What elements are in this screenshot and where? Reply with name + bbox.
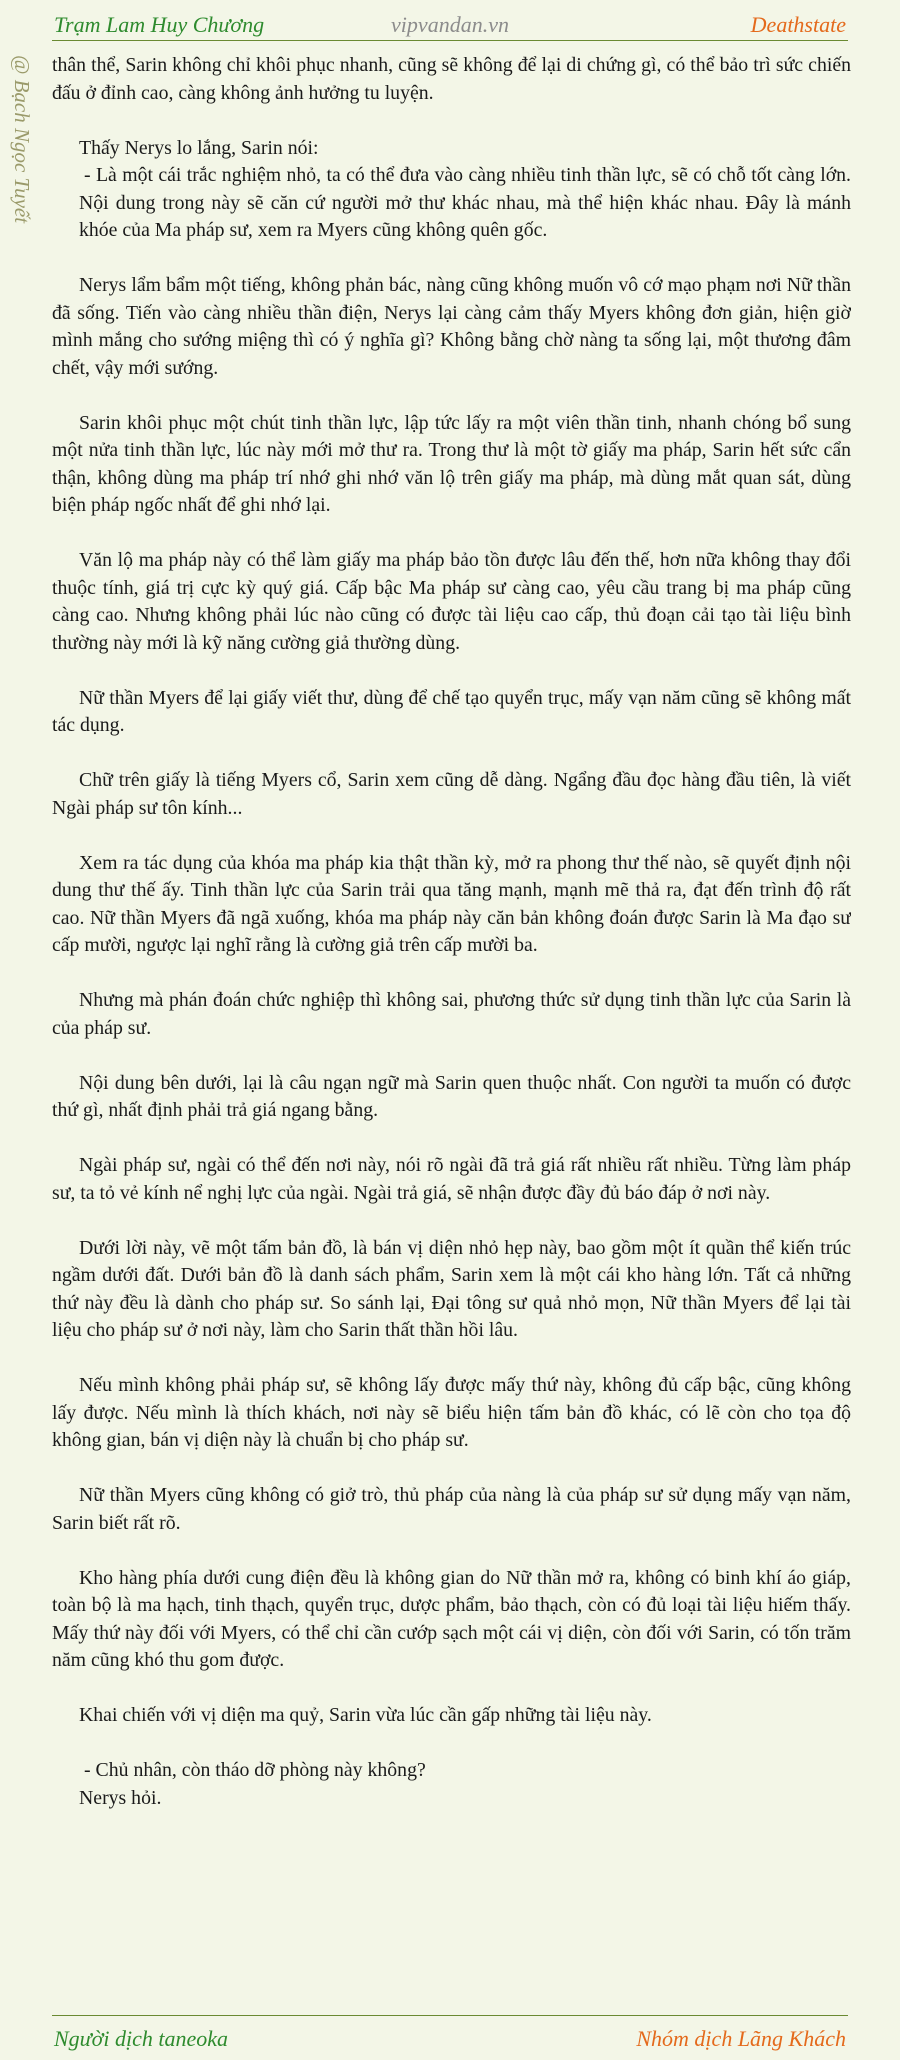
dialogue-line: - Chủ nhân, còn tháo dỡ phòng này không? — [84, 1759, 426, 1781]
paragraph: Chữ trên giấy là tiếng Myers cổ, Sarin xem cũng dễ dàng. Ngẩng đầu đọc hàng đầu tiên, là viết Ngài pháp sư tôn kính... — [52, 769, 851, 819]
paragraph: Văn lộ ma pháp này có thể làm giấy ma pháp bảo tồn được lâu đến thế, hơn nữa không thay đổi thuộc tính, giá trị cực kỳ quý giá. Cấp bậc Ma pháp sư càng cao, yêu cầu trang bị ma pháp cũng càng cao. Nhưng không phải lúc nào cũng có được tài liệu cao cấp, thủ đoạn cải tạo tài liệu bình thường này mới là kỹ năng cường giả thường dùng. — [52, 549, 851, 654]
paragraph: Sarin khôi phục một chút tinh thần lực, lập tức lấy ra một viên thần tinh, nhanh chóng bổ sung một nửa tinh thần lực, lúc này mới mở thư ra. Trong thư là một tờ giấy ma pháp, Sarin hết sức cẩn thận, không dùng ma pháp trí nhớ ghi nhớ văn lộ trên giấy ma pháp, mà dùng mắt quan sát, dùng biện pháp ngốc nhất để ghi nhớ lại. — [52, 411, 851, 516]
paragraph: Nhưng mà phán đoán chức nghiệp thì không sai, phương thức sử dụng tinh thần lực của Sarin là của pháp sư. — [52, 989, 851, 1039]
paragraph: Nữ thần Myers cũng không có giở trò, thủ pháp của nàng là của pháp sư sử dụng mấy vạn năm, Sarin biết rất rõ. — [52, 1484, 851, 1534]
site-url: vipvandan.vn — [391, 12, 509, 37]
translator-credit: Người dịch taneoka — [54, 2026, 229, 2051]
dialogue-line: - Là một cái trắc nghiệm nhỏ, ta có thể đưa vào càng nhiều tinh thần lực, sẽ có chỗ tốt càng lớn. Nội dung trong này sẽ căn cứ người mở thư khác nhau, mà thể hiện khác nhau. Đây là mánh khóe của Ma pháp sư, xem ra Myers cũng không quên gốc. — [79, 164, 851, 241]
paragraph: Nội dung bên dưới, lại là câu ngạn ngữ mà Sarin quen thuộc nhất. Con người ta muốn có được thứ gì, nhất định phải trả giá ngang bằng. — [52, 1071, 851, 1121]
paragraph: Nerys lẩm bẩm một tiếng, không phản bác, nàng cũng không muốn vô cớ mạo phạm nơi Nữ thần đã sống. Tiến vào càng nhiều thần điện, Nerys lại càng cảm thấy Myers không đơn giản, hiện giờ mình mắng cho sướng miệng thì có ý nghĩa gì? Không bằng chờ nàng ta sống lại, một thương đâm chết, vậy mới sướng. — [52, 274, 851, 379]
page-footer — [52, 2015, 848, 2054]
chapter-text — [52, 52, 851, 1977]
paragraph: Xem ra tác dụng của khóa ma pháp kia thật thần kỳ, mở ra phong thư thế nào, sẽ quyết định nội dung thư thế ấy. Tinh thần lực của Sarin trải qua tăng mạnh, mạnh mẽ thả ra, đạt đến trình độ rất cao. Nữ thần Myers đã ngã xuống, khóa ma pháp này căn bản không đoán được Sarin là Ma đạo sư cấp mười, ngược lại nghĩ rằng là cường giả trên cấp mười ba. — [52, 851, 851, 956]
paragraph: Kho hàng phía dưới cung điện đều là không gian do Nữ thần mở ra, không có binh khí áo giáp, toàn bộ là ma hạch, tinh thạch, quyển trục, dược phẩm, bảo thạch, còn có đủ loại tài liệu hiếm thấy. Mấy thứ này đối với Myers, có thể chỉ cần cướp sạch một cái vị diện, còn đối với Sarin, có tốn trăm năm cũng khó thu gom được. — [52, 1566, 851, 1671]
page-header — [52, 8, 848, 41]
editor-credit: @ Bạch Ngọc Tuyết — [10, 55, 34, 224]
paragraph: Ngài pháp sư, ngài có thể đến nơi này, nói rõ ngài đã trả giá rất nhiều rất nhiều. Từng làm pháp sư, ta tỏ vẻ kính nể nghị lực của ngài. Ngài trả giá, sẽ nhận được đầy đủ báo đáp ở nơi này. — [52, 1154, 851, 1204]
paragraph: Nếu mình không phải pháp sư, sẽ không lấy được mấy thứ này, không đủ cấp bậc, cũng không lấy được. Nếu mình là thích khách, nơi này sẽ biểu hiện tấm bản đồ khác, có lẽ còn cho tọa độ không gian, bán vị diện này là chuẩn bị cho pháp sư. — [52, 1374, 851, 1451]
paragraph: Nữ thần Myers để lại giấy viết thư, dùng để chế tạo quyển trục, mấy vạn năm cũng sẽ không mất tác dụng. — [52, 686, 851, 736]
paragraph: thân thể, Sarin không chỉ khôi phục nhanh, cũng sẽ không để lại di chứng gì, có thể bảo trì sức chiến đấu ở đỉnh cao, càng không ảnh hưởng tu luyện. — [52, 54, 851, 104]
paragraph: Nerys hỏi. — [79, 1786, 162, 1809]
paragraph: Khai chiến với vị diện ma quỷ, Sarin vừa lúc cần gấp những tài liệu này. — [79, 1704, 652, 1726]
side-watermark — [10, 55, 36, 265]
translation-group: Nhóm dịch Lãng Khách — [636, 2026, 846, 2051]
site-name: Trạm Lam Huy Chương — [54, 12, 265, 37]
paragraph: Dưới lời này, vẽ một tấm bản đồ, là bán vị diện nhỏ hẹp này, bao gồm một ít quần thể kiến trúc ngầm dưới đất. Dưới bản đồ là danh sách phẩm, Sarin xem là một cái kho hàng lớn. Tất cả những thứ này đều là dành cho pháp sư. So sánh lại, Đại tông sư quả nhỏ mọn, Nữ thần Myers để lại tài liệu cho pháp sư ở nơi này, làm cho Sarin thất thần hồi lâu. — [52, 1236, 851, 1341]
paragraph: Thấy Nerys lo lắng, Sarin nói: — [79, 136, 319, 159]
book-title: Deathstate — [750, 12, 846, 37]
